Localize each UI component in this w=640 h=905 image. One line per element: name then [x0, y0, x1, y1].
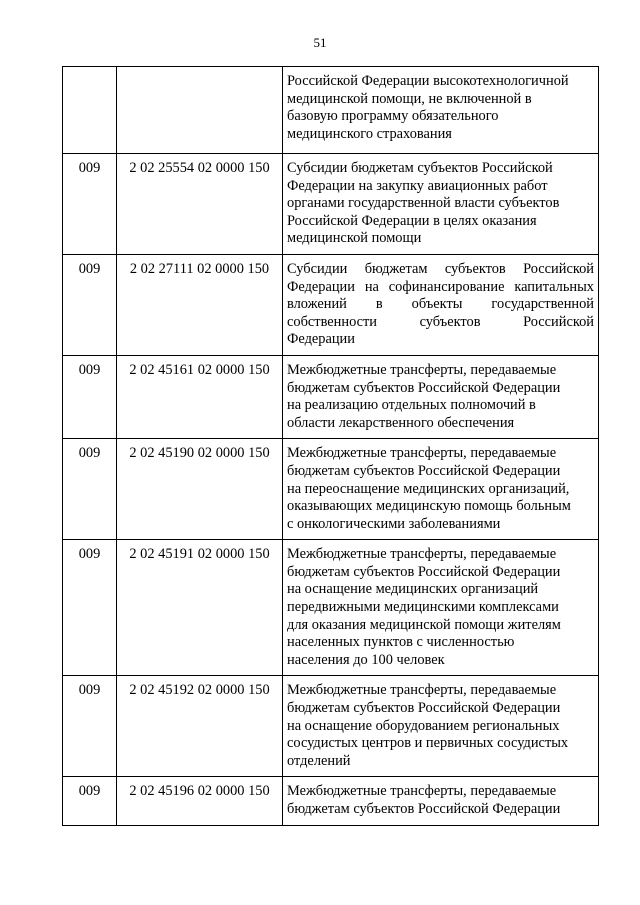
- table-row: [63, 777, 599, 825]
- name-line: для оказания медицинской помощи жителям: [287, 616, 561, 633]
- budget-code-cell: 2 02 45191 02 0000 150: [117, 540, 283, 676]
- name-line: Межбюджетные трансферты, передаваемые: [287, 546, 557, 563]
- name-line: бюджетам субъектов Российской Федерации: [287, 801, 561, 817]
- admin-code-cell: 009: [63, 439, 117, 540]
- name-line: отделений: [287, 752, 351, 769]
- name-line: на переоснащение медицинских организаций,: [287, 480, 570, 497]
- name-line: оказывающих медицинскую помощь больным: [287, 498, 571, 515]
- name-line: бюджетам субъектов Российской Федерации: [287, 563, 561, 580]
- name-line: населенных пунктов с численностью: [287, 634, 515, 651]
- table-row: [63, 355, 599, 438]
- revenue-name-cell: [283, 154, 599, 255]
- revenue-name-cell: [283, 676, 599, 777]
- name-line: области лекарственного обеспечения: [287, 414, 515, 431]
- name-line: с онкологическими заболеваниями: [287, 515, 501, 532]
- budget-code-cell: 2 02 45161 02 0000 150: [117, 355, 283, 438]
- table-row: [63, 254, 599, 355]
- table-row: [63, 439, 599, 540]
- budget-codes-table: [62, 66, 599, 826]
- revenue-name-cell: [283, 540, 599, 676]
- name-line: Межбюджетные трансферты, передаваемые: [287, 783, 557, 800]
- name-line: на оснащение оборудованием региональных: [287, 717, 560, 734]
- budget-code-cell: 2 02 45190 02 0000 150: [117, 439, 283, 540]
- name-line: Российской Федерации в целях оказания: [287, 212, 537, 229]
- admin-code-cell: 009: [63, 355, 117, 438]
- table-row: [63, 154, 599, 255]
- name-line: бюджетам субъектов Российской Федерации: [287, 379, 561, 396]
- name-line: на реализацию отдельных полномочий в: [287, 397, 536, 414]
- budget-code-cell: 2 02 45196 02 0000 150: [117, 777, 283, 825]
- name-line: передвижными медицинскими комплексами: [287, 599, 559, 616]
- name-line: Межбюджетные трансферты, передаваемые: [287, 445, 557, 462]
- revenue-name-cell: [283, 439, 599, 540]
- name-line: базовую программу обязательного: [287, 108, 499, 125]
- page-number: 51: [313, 35, 327, 50]
- admin-code-cell: 009: [63, 540, 117, 676]
- revenue-name-cell: [283, 777, 599, 825]
- name-line: Межбюджетные трансферты, передаваемые: [287, 682, 557, 699]
- name-line: Субсидии бюджетам субъектов Российской: [287, 260, 594, 277]
- table-row: [63, 540, 599, 676]
- name-line: медицинской помощи: [287, 230, 422, 247]
- budget-code-cell: 2 02 25554 02 0000 150: [117, 154, 283, 255]
- admin-code-cell: [63, 67, 117, 154]
- table-row: [63, 67, 599, 154]
- name-line: вложений в объекты государственной: [287, 296, 594, 313]
- admin-code-cell: 009: [63, 676, 117, 777]
- name-line: органами государственной власти субъектов: [287, 195, 560, 212]
- name-line: медицинского страхования: [287, 125, 452, 142]
- name-line: Федерации на софинансирование капитальных: [287, 278, 594, 295]
- admin-code-cell: 009: [63, 254, 117, 355]
- table-row: [63, 676, 599, 777]
- name-line: Федерации на закупку авиационных работ: [287, 177, 548, 194]
- budget-code-cell: 2 02 27111 02 0000 150: [117, 254, 283, 355]
- name-line: населения до 100 человек: [287, 651, 445, 668]
- name-line: Субсидии бюджетам субъектов Российской: [287, 160, 553, 176]
- name-line: Межбюджетные трансферты, передаваемые: [287, 361, 557, 378]
- revenue-name-cell: [283, 254, 599, 355]
- name-line: сосудистых центров и первичных сосудистых: [287, 735, 569, 752]
- revenue-name-cell: [283, 355, 599, 438]
- name-line: бюджетам субъектов Российской Федерации: [287, 700, 561, 717]
- admin-code-cell: 009: [63, 154, 117, 255]
- name-line: на оснащение медицинских организаций: [287, 581, 539, 598]
- name-line: бюджетам субъектов Российской Федерации: [287, 462, 561, 479]
- name-line: медицинской помощи, не включенной в: [287, 90, 532, 107]
- budget-code-cell: 2 02 45192 02 0000 150: [117, 676, 283, 777]
- name-line: собственности субъектов Российской: [287, 313, 594, 330]
- budget-code-cell: [117, 67, 283, 154]
- admin-code-cell: 009: [63, 777, 117, 825]
- revenue-name-cell: [283, 67, 599, 154]
- name-line: Российской Федерации высокотехнологичной: [287, 73, 569, 89]
- name-line: Федерации: [287, 331, 355, 348]
